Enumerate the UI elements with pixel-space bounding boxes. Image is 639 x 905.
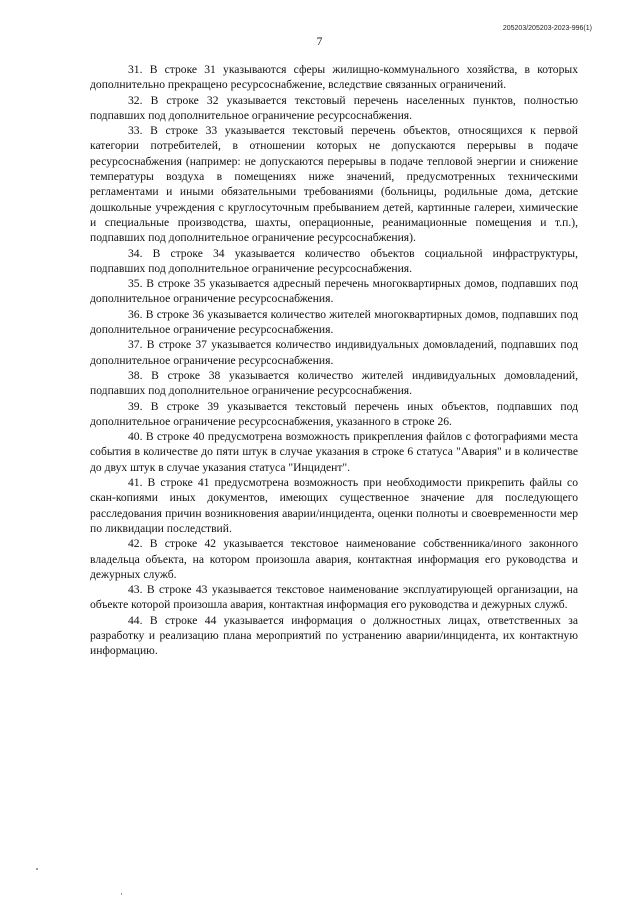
- paragraph-43: 43. В строке 43 указывается текстовое наименование эксплуатирующей организации, на объекте которой произошла авария, контактная информация его руководства и дежурных служб.: [90, 583, 578, 612]
- scan-speck: [36, 868, 38, 870]
- paragraph-34: 34. В строке 34 указывается количество объектов социальной инфраструктуры, подпавших под дополнительное ограничение ресурсоснабжения.: [90, 246, 578, 275]
- paragraph-42: 42. В строке 42 указывается текстовое наименование собственника/иного законного владельца объекта, на котором произошла авария, контактная информация его руководства и дежурных служб.: [90, 537, 578, 581]
- paragraph-44: 44. В строке 44 указывается информация о должностных лицах, ответственных за разработку и реализацию плана мероприятий по устранению аварии/инцидента, их контактную информацию.: [90, 613, 578, 658]
- paragraph-39: 39. В строке 39 указывается текстовый перечень иных объектов, подпавших под дополнительное ограничение ресурсоснабжения, указанного в строке 26.: [90, 399, 578, 428]
- paragraph-41: 41. В строке 41 предусмотрена возможность при необходимости прикрепить файлы со скан-копиями иных документов, имеющих существенное значение для последующего расследования причин возникновения аварии/инцидента, оценки полноты и своевременности мер по ликвидации последствий.: [90, 476, 578, 535]
- paragraph-36: 36. В строке 36 указывается количество жителей многоквартирных домов, подпавших под дополнительное ограничение ресурсоснабжения.: [90, 307, 578, 337]
- paragraph-37: 37. В строке 37 указывается количество индивидуальных домовладений, подпавших под дополнительное ограничение ресурсоснабжения.: [90, 338, 578, 367]
- page-number: 7: [316, 36, 323, 48]
- document-body: [90, 62, 578, 659]
- scan-speck: [121, 893, 122, 895]
- paragraph-31: 31. В строке 31 указываются сферы жилищно-коммунального хозяйства, в которых дополнительно прекращено ресурсоснабжение, вследствие связанных ограничений.: [90, 63, 578, 92]
- paragraph-35: 35. В строке 35 указывается адресный перечень многоквартирных домов, подпавших под дополнительное ограничение ресурсоснабжения.: [90, 277, 578, 306]
- paragraph-32: 32. В строке 32 указывается текстовый перечень населенных пунктов, полностью подпавших под дополнительное ограничение ресурсоснабжения.: [90, 93, 578, 122]
- paragraph-33: 33. В строке 33 указывается текстовый перечень объектов, относящихся к первой категории потребителей, в отношении которых не допускаются перерывы в подаче ресурсоснабжения (например: не допускаются перерывы в подаче тепловой энергии и снижение температуры воздуха в помещениях ниже значений, предусмотренных техническими регламентами и иными обязательными требованиями (больницы, родильные дома, детские дошкольные учреждения с круглосуточным пребыванием детей, картинные галереи, химические и специальные производства, шахты, операционные, реанимационные помещения и т.п.), подпавших под дополнительное ограничение ресурсоснабжения).: [90, 124, 578, 245]
- paragraph-38: 38. В строке 38 указывается количество жителей индивидуальных домовладений, подпавших под дополнительное ограничение ресурсоснабжения.: [90, 368, 578, 398]
- paragraph-40: 40. В строке 40 предусмотрена возможность прикрепления файлов с фотографиями места события в количестве до пяти штук в случае указания в строке 6 статуса "Авария" и в количестве до двух штук в случае указания статуса "Инцидент".: [90, 430, 578, 474]
- document-code: 205203/205203-2023-996(1): [502, 25, 592, 32]
